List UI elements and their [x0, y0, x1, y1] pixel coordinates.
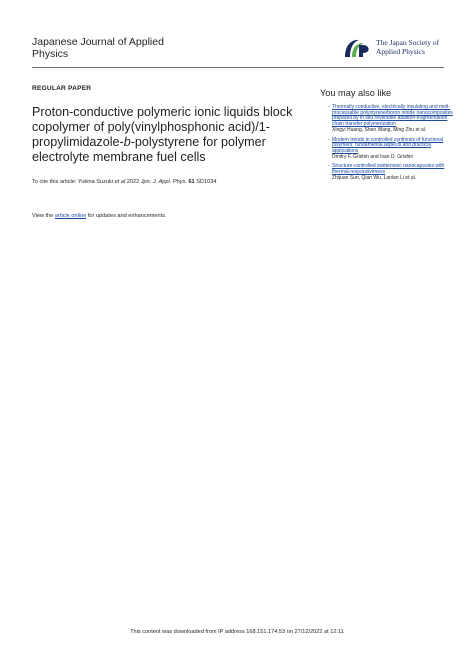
- cite-journal: Jpn. J. Appl. Phys.: [140, 179, 187, 185]
- related-article-authors: Zhijuan Sun, Qian Wu, Lanlan Li et al.: [332, 174, 417, 181]
- related-article: [328, 104, 456, 134]
- view-online-note: [32, 212, 312, 220]
- title-italic: b: [123, 135, 131, 149]
- related-articles-list: [328, 104, 456, 185]
- jsap-logo-icon: [342, 35, 374, 61]
- title-part1: Proton-conductive polymeric ionic liquids block copolymer of poly(vinylphosphonic acid)/1-propylimidazole-: [32, 105, 293, 149]
- paper-type-label: REGULAR PAPER: [32, 85, 92, 92]
- download-footer: This content was downloaded from IP address 168.151.174.53 on 27/12/2022 at 12:11: [130, 629, 344, 635]
- list-dash: -: [328, 104, 330, 110]
- you-may-also-like-heading: You may also like: [320, 88, 392, 98]
- header-divider: [32, 67, 444, 68]
- cite-prefix: To cite this article: Yukina Suzuki: [32, 179, 114, 185]
- list-dash: -: [328, 136, 330, 143]
- view-prefix: View the: [32, 213, 55, 219]
- article-online-link[interactable]: article online: [54, 213, 87, 219]
- cite-year: 2022: [125, 179, 141, 185]
- related-article-link[interactable]: Thermally conductive, electrically insulating and melt-processable polystyrene/boron nitride nanocomposites prepared by in situ reversible addition-fragmentation chain transfer polymerization: [332, 104, 453, 128]
- view-suffix: for updates and enhancements.: [86, 213, 167, 219]
- citation: [32, 178, 312, 186]
- society-name: The Japan Society of Applied Physics: [376, 38, 440, 56]
- list-dash: -: [328, 163, 330, 170]
- related-article-link[interactable]: Structure-controlled zwitterionic nanocapsules with thermal-responsiveness: [332, 163, 445, 176]
- related-article: [328, 163, 456, 181]
- cite-volume: 61: [188, 179, 195, 185]
- related-article-authors: Xingyi Huang, Shen Wang, Ming Zhu et al.: [332, 126, 427, 133]
- cite-etal: et al: [114, 179, 126, 185]
- title-part2: -polystyrene for polymer electrolyte membrane fuel cells: [32, 135, 266, 164]
- journal-name: Japanese Journal of Applied Physics: [32, 36, 164, 60]
- paper-title: [32, 105, 307, 165]
- related-article: [328, 136, 456, 161]
- related-article-authors: Dmitry F. Grishin and Ivan D. Grishin: [332, 153, 414, 160]
- jsap-logo[interactable]: [342, 35, 450, 61]
- cite-article-no: SD1034: [194, 179, 217, 185]
- related-article-link[interactable]: Modern trends in controlled synthesis of functional polymers: fundamental aspects and practical applications: [332, 136, 444, 154]
